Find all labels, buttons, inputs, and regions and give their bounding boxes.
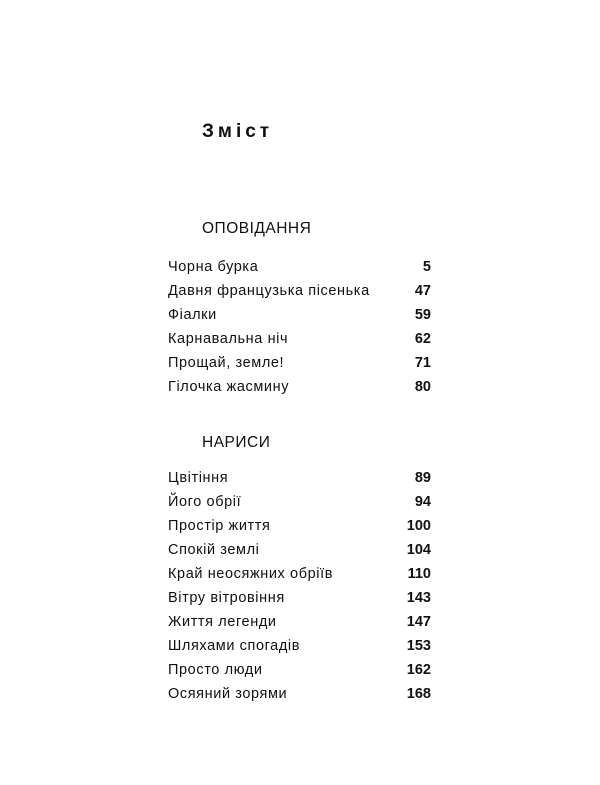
toc-entry	[168, 638, 431, 662]
toc-entry-page: 89	[414, 470, 431, 486]
toc-entry-title: Осяяний зорями	[168, 686, 288, 702]
toc-entry	[168, 494, 431, 518]
toc-entry-title: Гілочка жасмину	[168, 379, 290, 395]
toc-entry	[168, 542, 431, 566]
toc-entry	[168, 686, 431, 710]
toc-entry-title: Карнавальна ніч	[168, 331, 289, 347]
toc-entry	[168, 470, 431, 494]
section-heading-essays: НАРИСИ	[202, 434, 271, 451]
toc-entry-title: Його обрії	[168, 494, 242, 510]
toc-entry-page: 5	[422, 259, 431, 275]
toc-entry-title: Простір життя	[168, 518, 271, 534]
toc-entry-page: 143	[406, 590, 431, 606]
toc-entry-title: Край неосяжних обріїв	[168, 566, 334, 582]
toc-entry-page: 153	[406, 638, 431, 654]
toc-list-essays	[168, 470, 431, 710]
toc-entry-page: 62	[414, 331, 431, 347]
toc-entry	[168, 590, 431, 614]
toc-entry	[168, 662, 431, 686]
toc-entry-page: 110	[407, 566, 431, 582]
toc-entry	[168, 283, 431, 307]
toc-entry	[168, 331, 431, 355]
toc-entry-page: 100	[406, 518, 431, 534]
toc-list-stories	[168, 259, 431, 403]
toc-entry-title: Прощай, земле!	[168, 355, 285, 371]
toc-entry-title: Цвітіння	[168, 470, 229, 486]
toc-entry-page: 94	[414, 494, 431, 510]
toc-entry	[168, 259, 431, 283]
toc-entry-title: Вітру вітровіння	[168, 590, 285, 606]
page-title: Зміст	[202, 121, 274, 142]
toc-entry	[168, 566, 431, 590]
toc-entry-page: 47	[414, 283, 431, 299]
toc-entry-title: Життя легенди	[168, 614, 277, 630]
toc-entry-title: Спокій землі	[168, 542, 260, 558]
toc-entry-page: 104	[406, 542, 431, 558]
toc-entry-title: Чорна бурка	[168, 259, 259, 275]
toc-entry-title: Шляхами спогадів	[168, 638, 301, 654]
section-heading-stories: ОПОВІДАННЯ	[202, 220, 312, 237]
toc-entry-title: Просто люди	[168, 662, 263, 678]
toc-entry-title: Давня французька пісенька	[168, 283, 370, 299]
toc-entry	[168, 614, 431, 638]
toc-entry-page: 71	[414, 355, 431, 371]
toc-entry	[168, 307, 431, 331]
toc-entry-page: 162	[406, 662, 431, 678]
toc-entry-page: 80	[414, 379, 431, 395]
toc-entry	[168, 518, 431, 542]
toc-entry-page: 168	[406, 686, 431, 702]
toc-entry	[168, 355, 431, 379]
toc-entry	[168, 379, 431, 403]
toc-entry-page: 59	[414, 307, 431, 323]
toc-entry-page: 147	[406, 614, 431, 630]
toc-entry-title: Фіалки	[168, 307, 217, 323]
